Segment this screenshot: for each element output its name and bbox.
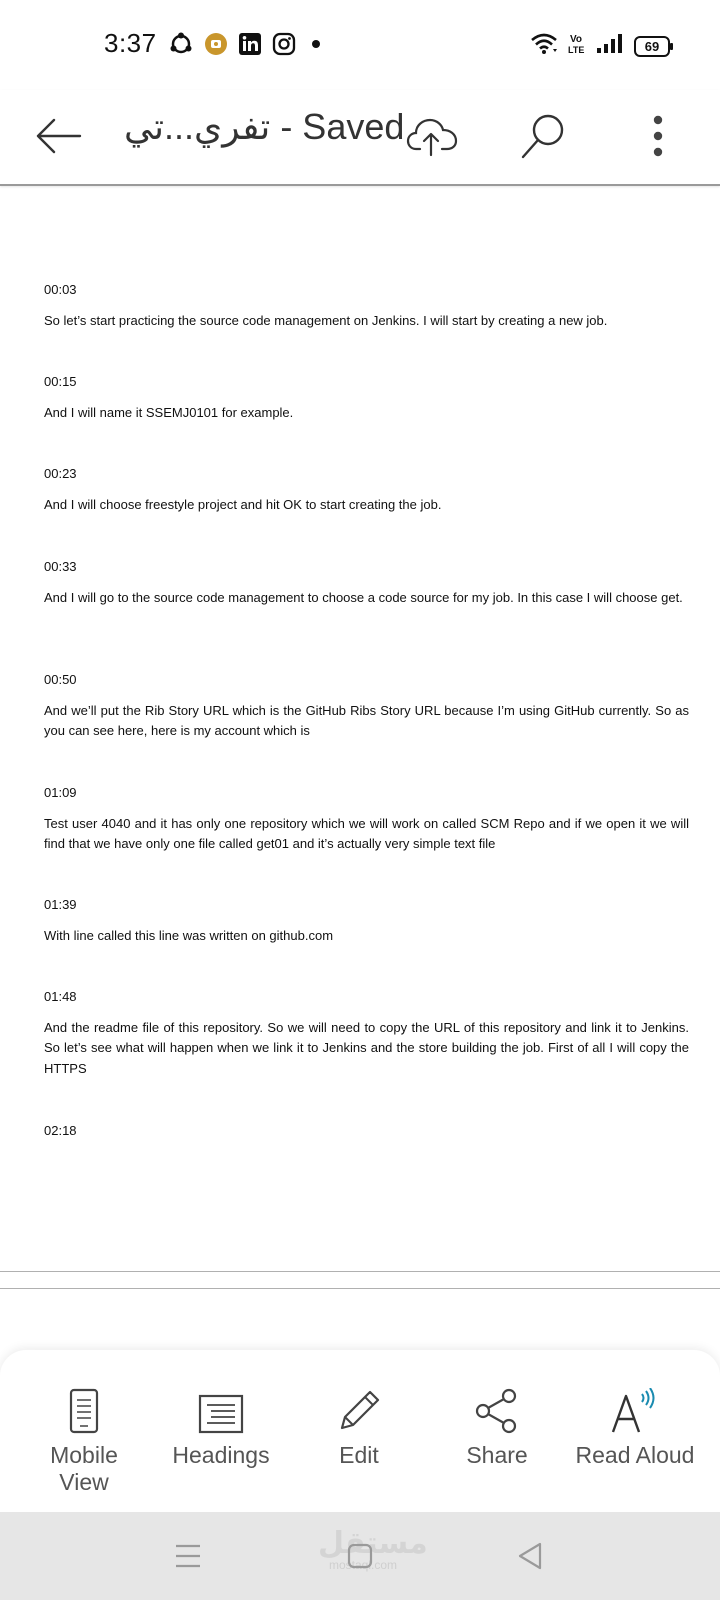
search-button[interactable] bbox=[516, 108, 572, 164]
headings-button[interactable] bbox=[154, 1386, 288, 1469]
dot-icon bbox=[306, 34, 326, 59]
sync-icon bbox=[168, 31, 194, 62]
recorder-icon bbox=[204, 32, 228, 61]
svg-text:LTE: LTE bbox=[568, 44, 585, 55]
timestamp: 00:50 bbox=[44, 672, 77, 687]
timestamp: 00:33 bbox=[44, 559, 77, 574]
timestamp: 02:18 bbox=[44, 1123, 77, 1138]
transcript-text: So let’s start practicing the source code management on Jenkins. I will start by creating a new job. bbox=[44, 312, 608, 328]
back-button[interactable] bbox=[30, 108, 86, 164]
app-toolbar bbox=[0, 90, 720, 186]
share-button[interactable] bbox=[430, 1386, 564, 1469]
watermark-arabic: مستقل bbox=[318, 1527, 428, 1560]
timestamp: 01:39 bbox=[44, 897, 77, 912]
mobile-view-label: Mobile View bbox=[50, 1442, 118, 1495]
timestamp: 00:15 bbox=[44, 374, 77, 389]
share-label: Share bbox=[466, 1442, 528, 1468]
edit-label: Edit bbox=[339, 1442, 379, 1468]
document-page[interactable] bbox=[0, 186, 720, 1270]
read-aloud-icon bbox=[610, 1388, 660, 1434]
headings-icon bbox=[198, 1394, 244, 1434]
volte-icon bbox=[568, 32, 586, 61]
svg-text:Vo: Vo bbox=[570, 33, 583, 45]
mobile-view-button[interactable] bbox=[17, 1386, 151, 1496]
system-nav-bar bbox=[0, 1512, 720, 1600]
wifi-icon bbox=[530, 32, 558, 61]
more-options-button[interactable] bbox=[630, 108, 686, 164]
transcript-entry bbox=[44, 670, 689, 742]
timestamp: 00:23 bbox=[44, 466, 77, 481]
menu-icon bbox=[174, 1543, 202, 1569]
status-time: 3:37 bbox=[104, 28, 157, 58]
timestamp: 01:48 bbox=[44, 989, 77, 1004]
transcript-entry bbox=[44, 372, 689, 423]
home-button[interactable] bbox=[336, 1534, 384, 1578]
transcript-text: With line called this line was written on github.com bbox=[44, 927, 334, 943]
upload-button[interactable] bbox=[404, 108, 460, 164]
transcript-entry bbox=[44, 464, 689, 515]
pencil-icon bbox=[336, 1388, 382, 1434]
status-icons-right bbox=[530, 30, 670, 62]
timestamp: 00:03 bbox=[44, 282, 77, 297]
mobile-view-icon bbox=[69, 1388, 99, 1434]
back-nav-button[interactable] bbox=[506, 1534, 554, 1578]
search-icon bbox=[520, 112, 568, 160]
watermark-latin: mostaql.com bbox=[328, 1558, 398, 1572]
page-divider bbox=[0, 1288, 720, 1289]
status-icons-left bbox=[168, 30, 326, 62]
transcript-text: And I will name it SSEMJ0101 for example. bbox=[44, 404, 294, 420]
transcript-text: And we’ll put the Rib Story URL which is the GitHub Ribs Story URL because I’m using GitHub currently. So as you can see here, here is my account which is bbox=[44, 702, 689, 738]
bottom-action-sheet bbox=[0, 1350, 720, 1512]
timestamp: 01:09 bbox=[44, 785, 77, 800]
share-icon bbox=[474, 1388, 520, 1434]
status-bar bbox=[0, 0, 720, 90]
transcript-entry bbox=[44, 557, 689, 608]
instagram-icon bbox=[272, 32, 296, 61]
transcript-entry bbox=[44, 1121, 689, 1152]
edit-button[interactable] bbox=[292, 1386, 426, 1469]
read-aloud-button[interactable] bbox=[568, 1386, 702, 1469]
back-arrow-icon bbox=[34, 116, 82, 156]
read-aloud-label: Read Aloud bbox=[575, 1442, 695, 1468]
more-vertical-icon bbox=[650, 114, 666, 158]
page-divider bbox=[0, 1271, 720, 1272]
battery-icon: 69 bbox=[634, 36, 670, 57]
home-icon bbox=[346, 1542, 374, 1570]
transcript-entry bbox=[44, 280, 689, 331]
transcript-entry bbox=[44, 895, 689, 946]
signal-icon bbox=[596, 33, 624, 60]
cloud-upload-icon bbox=[406, 115, 458, 157]
transcript-text: And the readme file of this repository. So we will need to copy the URL of this repository and link it to Jenkins. So let’s see what will happen when we link it to Jenkins and the store building the job. First of all I will copy the HTTPS bbox=[44, 1019, 689, 1076]
document-title[interactable]: تفري...تي - Saved bbox=[124, 106, 405, 147]
recents-button[interactable] bbox=[164, 1534, 212, 1578]
transcript-text: And I will go to the source code management to choose a code source for my job. In this case I will choose get. bbox=[44, 589, 683, 605]
transcript-text: Test user 4040 and it has only one repository which we will work on called SCM Repo and if we open it we will find that we have only one file called get01 and it’s actually very simple text file bbox=[44, 815, 689, 851]
back-triangle-icon bbox=[516, 1541, 544, 1571]
transcript-entry bbox=[44, 783, 689, 855]
linkedin-icon bbox=[238, 32, 262, 61]
transcript-text: And I will choose freestyle project and hit OK to start creating the job. bbox=[44, 496, 442, 512]
transcript-entry bbox=[44, 987, 689, 1079]
headings-label: Headings bbox=[172, 1442, 270, 1468]
